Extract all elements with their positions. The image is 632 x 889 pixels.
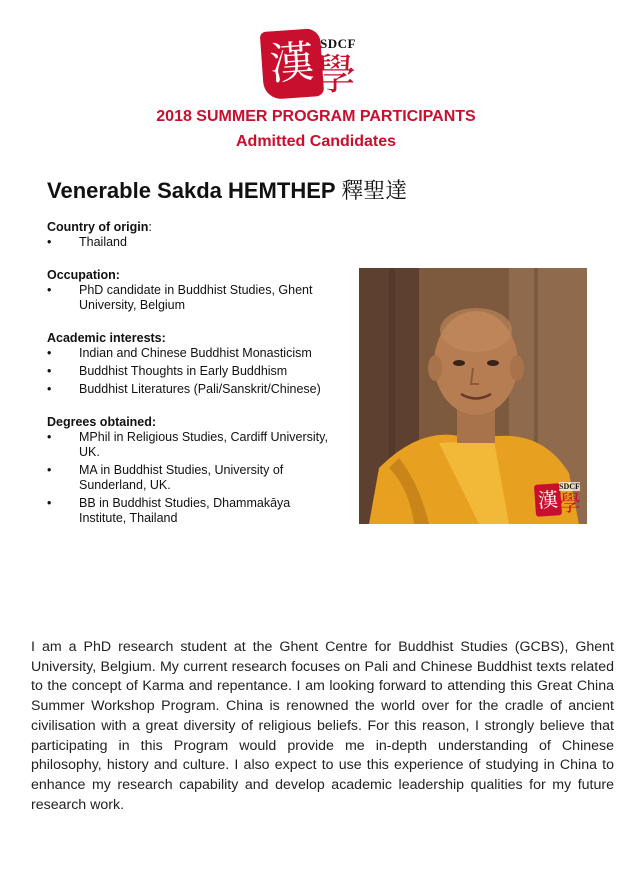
section-list: [47, 346, 337, 397]
section-academic-interests: [47, 331, 337, 397]
program-title: 2018 SUMMER PROGRAM PARTICIPANTS: [156, 108, 476, 125]
logo-character-xue: 學: [314, 50, 357, 99]
watermark-character-2: 學: [559, 492, 582, 517]
participant-name-heading: [47, 174, 407, 205]
logo-sdcf-text: SDCF: [320, 36, 356, 51]
list-item: • MA in Buddhist Studies, University of Sunderland, UK.: [47, 463, 337, 493]
list-item: • Indian and Chinese Buddhist Monasticism: [47, 346, 337, 361]
profile-sections: [47, 220, 337, 544]
sdcf-logo: [262, 28, 372, 104]
bio-paragraph: I am a PhD research student at the Ghent Centre for Buddhist Studies (GCBS), Ghent University, Belgium. My current research focuses on Pali and Chinese Buddhist texts related to the concept of Karma and repentance. I am looking forward to attending this Great China Summer Workshop Program. China is renowned the world over for the cradle of ancient civilisation with a great diversity of religious beliefs. For this reason, I strongly believe that participating in this Program would provide me in-depth understanding of Chinese philosophy, history and culture. I also expect to use this experience of studying in China to enhance my research capability and develop academic leadership qualities for my future research work.: [31, 639, 614, 813]
list-item: • Buddhist Literatures (Pali/Sanskrit/Chinese): [47, 382, 337, 397]
section-title: Academic interests:: [47, 331, 166, 345]
section-degrees: [47, 415, 337, 526]
participant-name: Venerable Sakda HEMTHEP: [47, 178, 336, 203]
participant-chinese-name: 釋聖達: [341, 179, 408, 204]
watermark-character: 漢: [534, 483, 562, 517]
list-item: • Thailand: [47, 235, 337, 250]
section-country: [47, 220, 337, 250]
section-list: [47, 430, 337, 526]
section-title: Degrees obtained:: [47, 415, 157, 429]
section-occupation: [47, 268, 337, 313]
watermark-sdcf-text: SDCF: [559, 482, 580, 491]
program-subtitle: Admitted Candidates: [235, 133, 396, 150]
list-item: • BB in Buddhist Studies, Dhammakāya Institute, Thailand: [47, 496, 337, 526]
list-item: • MPhil in Religious Studies, Cardiff University, UK.: [47, 430, 337, 460]
section-title: Country of origin:: [47, 220, 152, 234]
section-title: Occupation:: [47, 268, 120, 282]
section-list: [47, 283, 337, 313]
participant-photo: [359, 268, 587, 524]
list-item: • Buddhist Thoughts in Early Buddhism: [47, 364, 337, 379]
section-list: [47, 235, 337, 250]
logo-character-han: 漢: [260, 28, 325, 100]
list-item: • PhD candidate in Buddhist Studies, Ghent University, Belgium: [47, 283, 337, 313]
photo-watermark-logo: [535, 478, 585, 522]
